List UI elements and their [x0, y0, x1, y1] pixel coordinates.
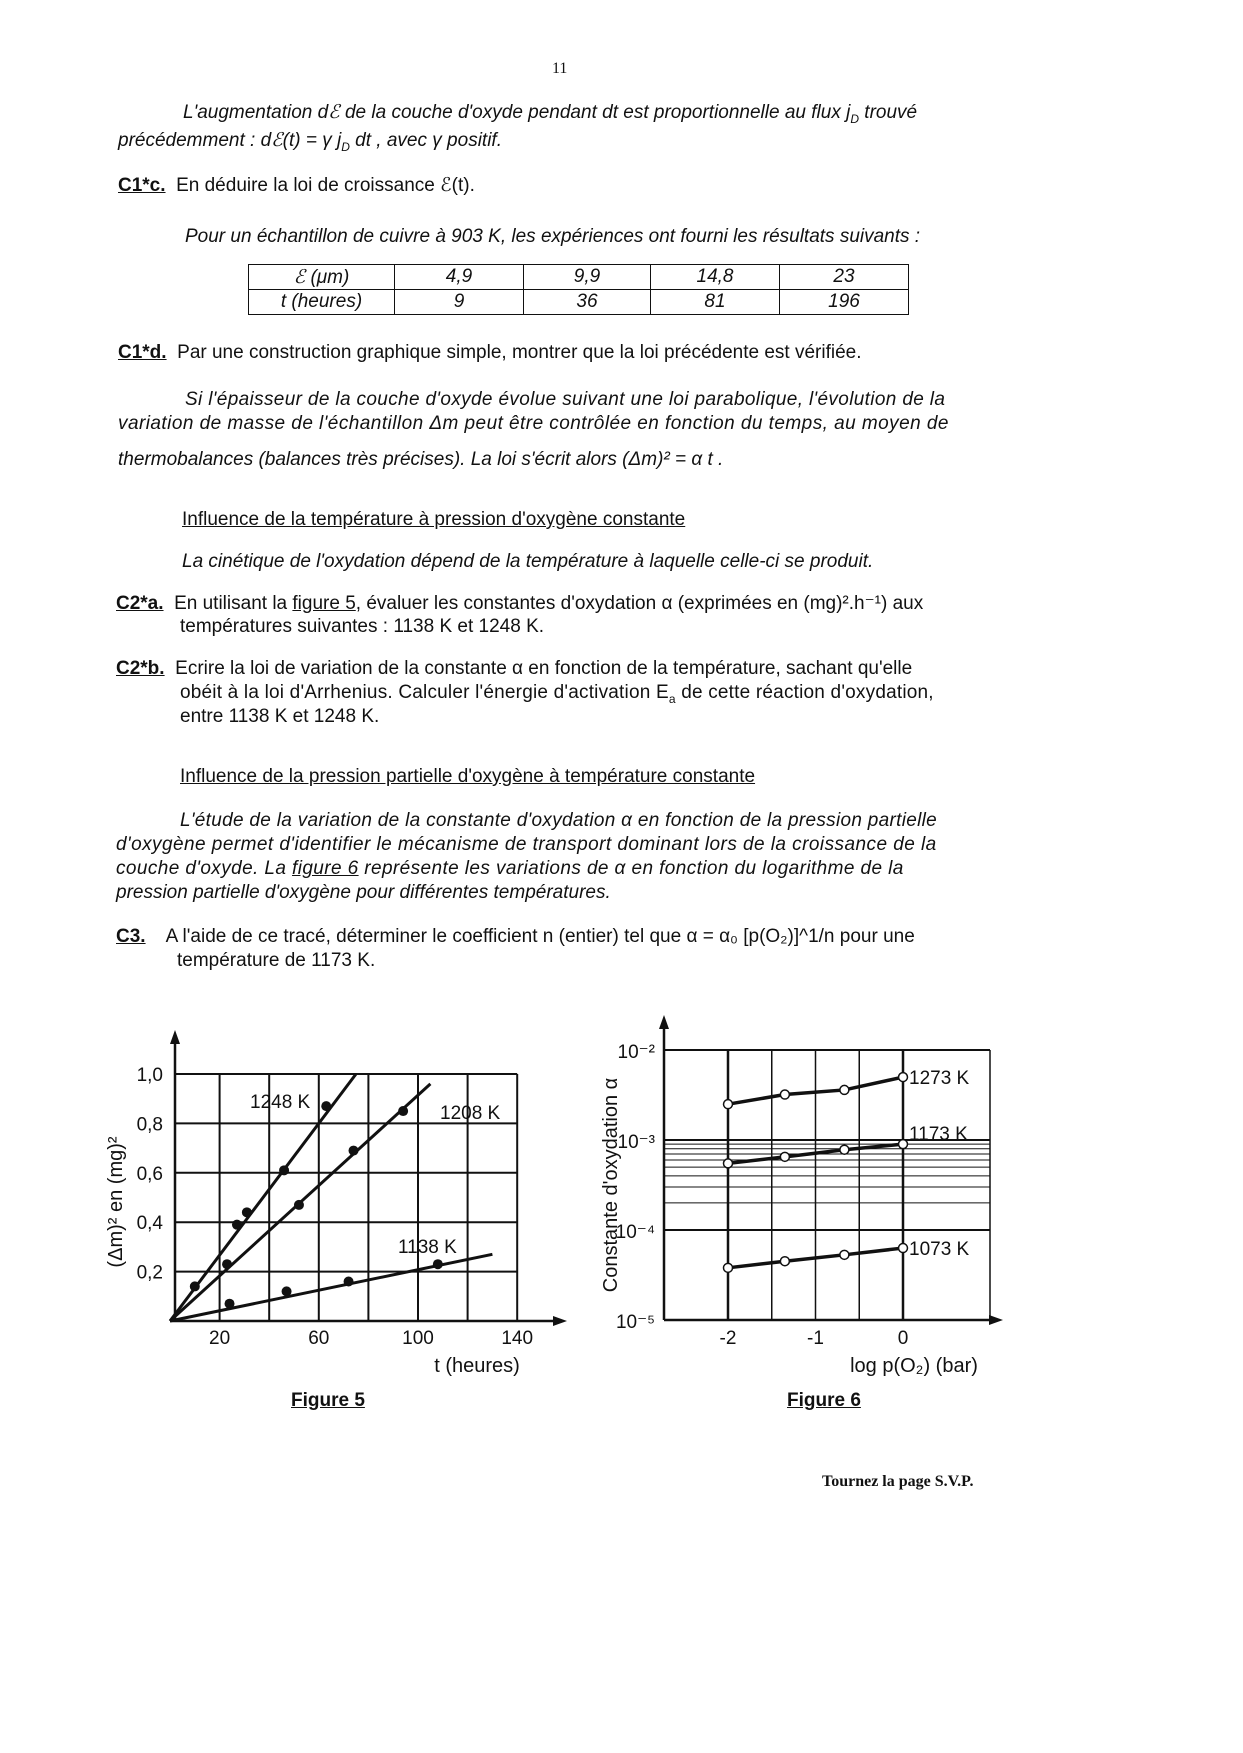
- question-label: C2*a.: [116, 593, 164, 614]
- y-tick-label: 0,6: [136, 1163, 163, 1185]
- text: de cette réaction d'oxydation,: [675, 682, 934, 703]
- fit-line-1138k: [170, 1254, 492, 1321]
- data-point: [190, 1281, 200, 1291]
- x-tick-label: 20: [209, 1328, 231, 1349]
- text: , évaluer les constantes d'oxydation α (exprimées en (mg)².h⁻¹) aux: [355, 593, 924, 614]
- figure-5-caption: Figure 5: [291, 1390, 365, 1411]
- y-tick-label: 0,8: [136, 1114, 163, 1136]
- x-axis-arrow-icon: [989, 1315, 1003, 1325]
- data-point: [724, 1100, 733, 1109]
- table-cell: 9: [395, 290, 524, 315]
- pressure-para-4: pression partielle d'oxygène pour différentes températures.: [116, 882, 611, 903]
- x-axis-arrow-icon: [553, 1316, 567, 1326]
- y-axis-arrow-icon: [170, 1030, 180, 1044]
- data-point: [899, 1140, 908, 1149]
- table-cell: 36: [524, 290, 651, 315]
- text: D: [341, 139, 350, 154]
- parabolic-para-3: thermobalances (balances très précises). La loi s'écrit alors (Δm)² = α t .: [118, 449, 724, 470]
- y-tick-label: 0,2: [136, 1262, 163, 1284]
- parabolic-para-2: variation de masse de l'échantillon Δm peut être contrôlée en fonction du temps, au moyen de: [118, 413, 949, 434]
- figure-6-link[interactable]: figure 6: [292, 858, 359, 879]
- text: a: [668, 691, 676, 706]
- table-cell: 9,9: [524, 265, 651, 290]
- data-point: [780, 1090, 789, 1099]
- section-heading-temperature: Influence de la température à pression d'oxygène constante: [182, 509, 686, 530]
- data-point: [433, 1259, 443, 1269]
- data-point: [225, 1299, 235, 1309]
- data-point: [780, 1152, 789, 1161]
- y-tick-label: 1,0: [136, 1065, 163, 1086]
- text: couche d'oxyde. La: [116, 858, 293, 879]
- kinetics-para: La cinétique de l'oxydation dépend de la température à laquelle celle-ci se produit.: [182, 551, 874, 572]
- data-point: [724, 1263, 733, 1272]
- data-point: [294, 1200, 304, 1210]
- y-axis-arrow-icon: [659, 1015, 669, 1029]
- y-tick-label: 10⁻³: [617, 1132, 655, 1153]
- text: A l'aide de ce tracé, déterminer le coefficient n (entier) tel que α = α₀ [p(O₂)]^1/n pour une: [165, 926, 915, 947]
- text: obéit à la loi d'Arrhenius. Calculer l'énergie d'activation E: [180, 682, 669, 703]
- y-tick-label: 10⁻²: [617, 1042, 655, 1063]
- x-tick-label: 100: [402, 1328, 434, 1349]
- text: dt , avec γ positif.: [349, 130, 502, 151]
- question-c2a-line2: températures suivantes : 1138 K et 1248 K.: [180, 616, 545, 637]
- x-axis-label: t (heures): [434, 1355, 520, 1377]
- page-number: 11: [552, 60, 568, 77]
- data-point: [840, 1145, 849, 1154]
- data-point: [899, 1244, 908, 1253]
- data-point: [349, 1146, 359, 1156]
- text: trouvé: [859, 102, 918, 123]
- question-label: C1*d.: [118, 342, 167, 363]
- question-c2b-line3: entre 1138 K et 1248 K.: [180, 706, 380, 727]
- table-cell: ℰ (μm): [249, 265, 395, 290]
- data-point: [282, 1286, 292, 1296]
- x-tick-label: -1: [807, 1328, 824, 1349]
- figure-6-chart: [600, 1015, 1003, 1377]
- y-axis-label: Constante d'oxydation α: [600, 1077, 622, 1293]
- question-text: Par une construction graphique simple, montrer que la loi précédente est vérifiée.: [177, 342, 862, 363]
- table-cell: 4,9: [395, 265, 524, 290]
- y-tick-label: 0,4: [136, 1213, 163, 1235]
- data-point: [398, 1106, 408, 1116]
- figure-5-link[interactable]: figure 5: [292, 593, 356, 614]
- question-label: C3.: [116, 926, 146, 947]
- pressure-para-1: L'étude de la variation de la constante d'oxydation α en fonction de la pression partielle: [180, 810, 938, 831]
- x-tick-label: -2: [719, 1328, 737, 1349]
- y-axis-label: (Δm)² en (mg)²: [105, 1136, 127, 1268]
- footer-turn-page: Tournez la page S.V.P.: [822, 1473, 974, 1490]
- data-point: [899, 1073, 908, 1082]
- pressure-para-2: d'oxygène permet d'identifier le mécanisme de transport dominant lors de la croissance de la: [116, 834, 937, 855]
- data-point: [840, 1085, 849, 1094]
- section-heading-pressure: Influence de la pression partielle d'oxygène à température constante: [180, 766, 756, 787]
- table-cell: t (heures): [249, 290, 395, 315]
- x-tick-label: 60: [308, 1328, 330, 1349]
- experiment-intro: Pour un échantillon de cuivre à 903 K, les expériences ont fourni les résultats suivants :: [185, 226, 921, 247]
- data-point: [279, 1165, 289, 1175]
- data-point: [232, 1220, 242, 1230]
- data-point: [222, 1259, 232, 1269]
- question-label: C1*c.: [118, 175, 166, 196]
- question-c3-line2: température de 1173 K.: [177, 950, 376, 971]
- series-label: 1073 K: [909, 1239, 970, 1261]
- parabolic-para-1: Si l'épaisseur de la couche d'oxyde évolue suivant une loi parabolique, l'évolution de la: [185, 389, 946, 410]
- text: représente les variations de α en fonction du logarithme de la: [358, 858, 904, 879]
- table-cell: 23: [780, 265, 909, 290]
- x-axis-label: log p(O₂) (bar): [850, 1355, 978, 1377]
- data-point: [242, 1207, 252, 1217]
- table-cell: 81: [651, 290, 780, 315]
- series-label: 1208 K: [440, 1103, 501, 1124]
- y-tick-label: 10⁻⁴: [615, 1222, 655, 1243]
- x-tick-label: 140: [501, 1328, 534, 1349]
- x-tick-label: 0: [897, 1328, 909, 1349]
- data-point: [724, 1159, 733, 1168]
- text: L'augmentation dℰ de la couche d'oxyde pendant dt est proportionnelle au flux j: [183, 102, 851, 123]
- series-label: 1248 K: [250, 1092, 311, 1113]
- text: D: [850, 111, 860, 126]
- data-point: [840, 1250, 849, 1259]
- text: En utilisant la: [174, 593, 293, 614]
- figure-5-chart: [105, 1030, 567, 1377]
- y-tick-label: 10⁻⁵: [615, 1312, 655, 1333]
- data-point: [321, 1101, 331, 1111]
- question-text: En déduire la loi de croissance ℰ(t).: [176, 175, 475, 196]
- question-label: C2*b.: [116, 658, 165, 679]
- text: Ecrire la loi de variation de la constante α en fonction de la température, sachant qu'elle: [175, 658, 913, 679]
- data-point: [344, 1276, 354, 1286]
- table-cell: 196: [780, 290, 909, 315]
- series-label: 1173 K: [909, 1124, 968, 1146]
- data-point: [780, 1257, 789, 1266]
- figure-6-caption: Figure 6: [787, 1390, 861, 1411]
- series-label: 1273 K: [909, 1068, 970, 1090]
- series-label: 1138 K: [398, 1237, 457, 1258]
- text: précédemment : dℰ(t) = γ j: [118, 130, 342, 151]
- table-cell: 14,8: [651, 265, 780, 290]
